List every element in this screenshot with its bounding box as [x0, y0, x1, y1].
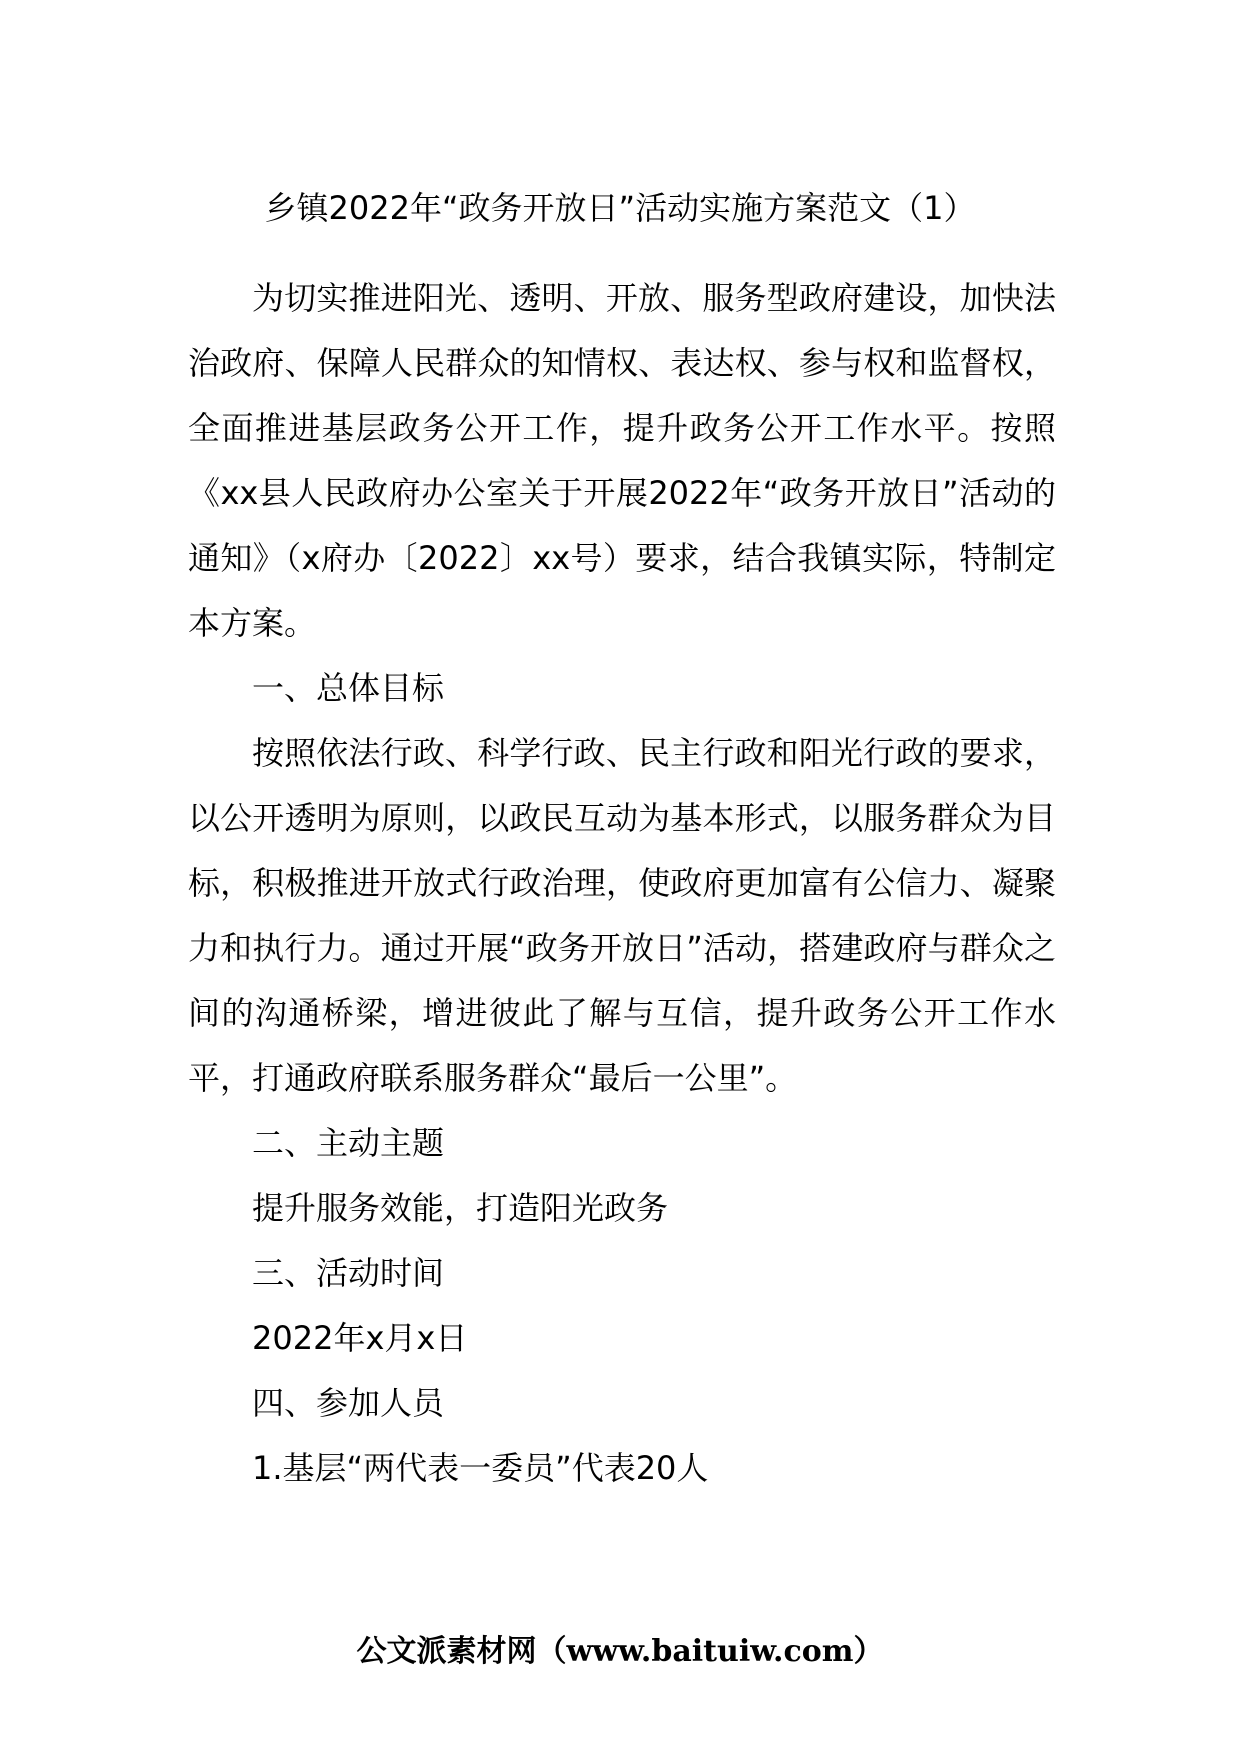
paragraph-activity-time: 2022年x月x日: [252, 1319, 468, 1357]
heading-theme: 二、主动主题: [252, 1124, 445, 1162]
heading-participants: 四、参加人员: [252, 1384, 445, 1422]
document-body: [188, 266, 1056, 1501]
document-title: 乡镇2022年“政务开放日”活动实施方案范文（1）: [264, 189, 976, 227]
paragraph-participants-1: 1.基层“两代表一委员”代表20人: [252, 1449, 709, 1487]
heading-overall-goal: 一、总体目标: [252, 669, 445, 707]
paragraph-intro: 为切实推进阳光、透明、开放、服务型政府建设，加快法治政府、保障人民群众的知情权、表达权、参与权和监督权，全面推进基层政务公开工作，提升政务公开工作水平。按照《xx县人民政府办公室关于开展2022年“政务开放日”活动的通知》（x府办〔2022〕xx号）要求，结合我镇实际，特制定本方案。: [188, 279, 1056, 642]
heading-activity-time: 三、活动时间: [252, 1254, 445, 1292]
paragraph-overall-goal: 按照依法行政、科学行政、民主行政和阳光行政的要求，以公开透明为原则，以政民互动为基本形式，以服务群众为目标，积极推进开放式行政治理，使政府更加富有公信力、凝聚力和执行力。通过开展“政务开放日”活动，搭建政府与群众之间的沟通桥梁，增进彼此了解与互信，提升政务公开工作水平，打通政府联系服务群众“最后一公里”。: [188, 734, 1056, 1097]
footer-source: 公文派素材网（www.baituiw.com）: [356, 1634, 884, 1669]
paragraph-theme: 提升服务效能，打造阳光政务: [252, 1189, 669, 1227]
